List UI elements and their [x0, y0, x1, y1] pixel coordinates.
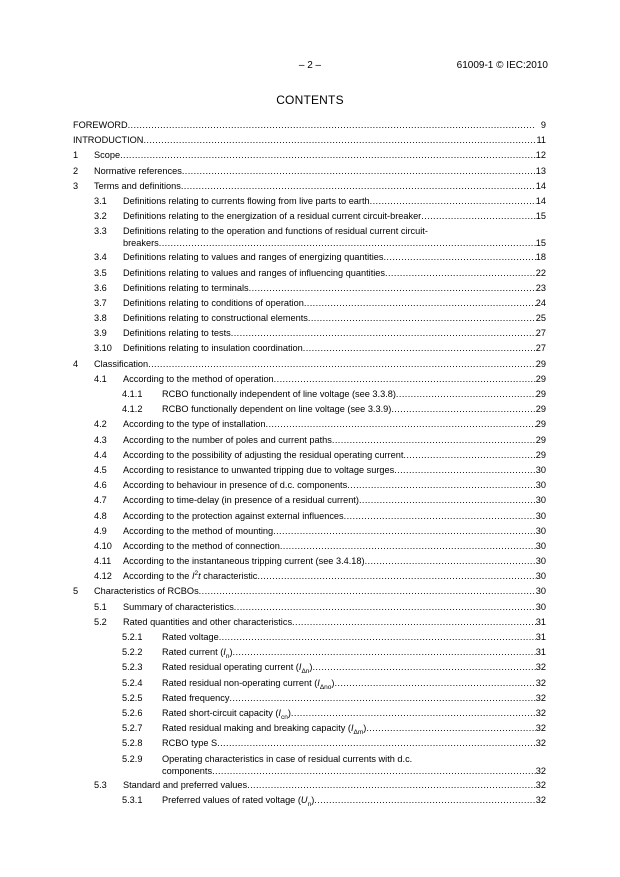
toc-entry-page: 30	[535, 571, 546, 582]
toc-entry-title: According to resistance to unwanted tripping due to voltage surges	[123, 464, 395, 475]
toc-entry-page: 15	[535, 211, 546, 222]
dot-leader	[257, 569, 535, 584]
toc-entry-title: Preferred values of rated voltage $(U_n)$	[162, 794, 315, 808]
dot-leader	[231, 326, 536, 341]
toc-entry-title: Definitions relating to the operation and functions of residual current circuit-	[123, 226, 428, 237]
dot-leader	[347, 478, 536, 493]
toc-entry-page: 12	[535, 150, 546, 161]
toc-entry[interactable]	[73, 554, 546, 569]
toc-entry[interactable]	[73, 250, 546, 265]
toc-entry-title: Summary of characteristics	[123, 601, 234, 612]
toc-entry[interactable]	[73, 463, 546, 478]
toc-entry-number: 4	[73, 358, 79, 369]
toc-entry-title: Terms and definitions	[94, 180, 181, 191]
toc-entry-number: 5.2.1	[122, 632, 143, 642]
toc-entry[interactable]	[73, 630, 546, 645]
toc-entry-title: Definitions relating to the energization of a residual current circuit-breaker	[123, 211, 422, 222]
toc-entry-page: 32	[535, 779, 546, 790]
dot-leader	[199, 584, 536, 599]
toc-entry-title: According to the instantaneous tripping current (see 3.4.18)	[123, 556, 365, 567]
toc-entry-title: Scope	[94, 150, 121, 161]
dot-leader	[396, 387, 536, 402]
toc-entry-title: Rated residual non-operating current $(I_{\Delta no})$	[162, 677, 335, 691]
dot-leader	[394, 463, 536, 478]
toc-entry[interactable]	[73, 778, 546, 793]
toc-entry-number: 4.1.2	[122, 404, 143, 415]
toc-entry-title: Classification	[94, 358, 149, 369]
dot-leader	[332, 433, 536, 448]
dot-leader	[212, 765, 536, 777]
toc-entry-number: 3.8	[94, 313, 107, 324]
toc-entry-page: 14	[535, 195, 546, 206]
toc-entry-page: 30	[535, 480, 546, 491]
toc-entry-page: 30	[535, 495, 546, 506]
dot-leader	[383, 250, 535, 265]
toc-entry[interactable]	[73, 524, 546, 539]
toc-entry-number: 3	[73, 180, 79, 191]
toc-entry-page: 30	[535, 510, 546, 521]
toc-entry[interactable]	[73, 493, 546, 508]
toc-entry-page: 32	[535, 723, 546, 734]
toc-entry-number: 5.2	[94, 616, 107, 627]
toc-entry-number: 5.2.3	[122, 662, 143, 673]
toc-entry-title: FOREWORD	[73, 120, 128, 130]
toc-entry-page: 30	[535, 540, 546, 551]
dot-leader	[292, 615, 536, 630]
toc-entry-number: 5.2.7	[122, 723, 143, 734]
toc-entry-title: Definitions relating to tests	[123, 328, 231, 339]
toc-entry-page: 11	[536, 135, 546, 146]
toc-entry-title: Rated quantities and other characteristics	[123, 616, 293, 627]
toc-entry-page: 9	[540, 120, 546, 130]
toc-entry-number: 3.1	[94, 195, 107, 206]
dot-leader	[148, 357, 536, 372]
toc-entry-page: 30	[535, 464, 546, 475]
toc-entry[interactable]	[73, 752, 546, 778]
toc-entry-title: According to the protection against external influences	[123, 510, 344, 521]
dot-leader	[304, 296, 536, 311]
toc-entry[interactable]	[73, 584, 546, 599]
toc-entry-page: 29	[535, 404, 546, 415]
toc-entry[interactable]	[73, 402, 546, 417]
toc-entry-page: 29	[535, 389, 546, 399]
toc-entry-title: Definitions relating to constructional elements	[123, 313, 308, 324]
toc-entry-number: 5.3.1	[122, 794, 143, 805]
toc-entry[interactable]	[73, 194, 546, 209]
toc-entry-page: 31	[535, 632, 546, 642]
dot-leader	[359, 493, 536, 508]
toc-entry-title: Characteristics of RCBOs	[94, 586, 199, 597]
toc-entry-title: According to the method of operation	[123, 373, 274, 384]
toc-entry-page: 30	[535, 556, 546, 567]
toc-entry[interactable]	[73, 676, 546, 691]
toc-entry[interactable]	[73, 341, 546, 356]
dot-leader	[314, 793, 536, 808]
toc-entry-number: 3.5	[94, 267, 107, 278]
dot-leader	[391, 402, 535, 417]
toc-entry-number: 4.10	[94, 540, 112, 551]
toc-entry-page: 25	[535, 313, 546, 324]
toc-entry[interactable]	[73, 569, 546, 584]
toc-entry[interactable]	[73, 148, 546, 163]
toc-entry-title: Standard and preferred values	[123, 779, 248, 790]
dot-leader	[159, 237, 536, 249]
toc-entry-title: Rated short-circuit capacity $(I_{cn})$	[162, 707, 291, 721]
toc-entry-page: 29	[535, 434, 546, 445]
toc-entry[interactable]	[73, 615, 546, 630]
toc-entry[interactable]	[73, 509, 546, 524]
toc-entry[interactable]	[73, 296, 546, 311]
toc-entry-title: Rated frequency	[162, 692, 230, 703]
toc-entry-page: 18	[535, 252, 546, 263]
toc-entry-title: According to time-delay (in presence of a residual current)	[123, 495, 359, 506]
toc-entry[interactable]	[73, 266, 546, 281]
toc-entry-page: 32	[535, 794, 546, 805]
toc-entry-number: 5.3	[94, 779, 107, 790]
toc-entry-title: RCBO functionally dependent on line voltage (see 3.3.9)	[162, 404, 392, 415]
dot-leader	[274, 372, 536, 387]
dot-leader	[334, 676, 535, 691]
dot-leader	[280, 539, 536, 554]
toc-entry-number: 5.1	[94, 601, 107, 612]
toc-entry-title: RCBO type S	[162, 738, 218, 749]
toc-entry[interactable]	[73, 721, 546, 736]
toc-entry-number: 5.2.8	[122, 738, 143, 749]
dot-leader	[385, 266, 536, 281]
toc-entry[interactable]	[73, 691, 546, 706]
page-number: – 2 –	[298, 60, 322, 71]
toc-entry-title: Definitions relating to insulation coordination	[123, 343, 303, 354]
toc-entry-page: 32	[535, 738, 546, 749]
toc-entry-number: 3.9	[94, 328, 107, 339]
toc-entry-number: 4.3	[94, 434, 107, 445]
toc-entry-title: Rated current $(I_n)$	[162, 647, 233, 661]
toc-entry-title: According to behaviour in presence of d.c. components	[123, 480, 348, 491]
toc-entry[interactable]	[73, 118, 546, 133]
dot-leader	[217, 736, 536, 751]
toc-entry-page: 31	[535, 616, 546, 627]
dot-leader	[403, 448, 535, 463]
toc-entry[interactable]	[73, 448, 546, 463]
dot-leader	[308, 311, 536, 326]
toc-entry-number: 4.1	[94, 373, 107, 384]
toc-entry-number: 4.5	[94, 464, 107, 475]
toc-entry-number: 5.2.9	[122, 753, 143, 764]
toc-entry[interactable]	[73, 417, 546, 432]
toc-entry-number: 4.1.1	[122, 389, 143, 399]
toc-entry-title: INTRODUCTION	[73, 135, 144, 146]
standard-reference: 61009-1 © IEC:2010	[456, 60, 548, 71]
toc-entry[interactable]	[73, 372, 546, 387]
toc-entry-title: According to the method of mounting	[123, 525, 274, 536]
toc-entry-number: 4.4	[94, 449, 107, 460]
dot-leader	[344, 509, 536, 524]
toc-entry-title: Definitions relating to values and ranges of influencing quantities	[123, 267, 386, 278]
toc-entry-page: 32	[535, 677, 546, 688]
toc-entry[interactable]	[73, 209, 546, 224]
toc-entry-title: Definitions relating to values and ranges of energizing quantities	[123, 252, 384, 263]
toc-entry-title: According to the method of connection	[123, 540, 280, 551]
toc-entry[interactable]	[73, 311, 546, 326]
toc-entry-page: 27	[535, 328, 546, 339]
toc-entry-page: 22	[535, 267, 546, 278]
toc-entry-number: 5.2.2	[122, 647, 143, 658]
toc-entry-title: Definitions relating to terminals	[123, 282, 249, 293]
toc-entry-title: Definitions relating to conditions of operation	[123, 297, 304, 308]
toc-entry-page: 14	[535, 180, 546, 191]
toc-entry-number: 3.2	[94, 211, 107, 222]
toc-entry-number: 4.6	[94, 480, 107, 491]
toc-entry-page: 30	[535, 525, 546, 536]
toc-entry-page: 23	[535, 282, 546, 293]
toc-entry-number: 4.12	[94, 571, 112, 582]
toc-entry-number: 4.9	[94, 525, 107, 536]
toc-entry-title: Operating characteristics in case of residual currents with d.c.	[162, 753, 413, 764]
toc-entry-title-continued: components	[162, 765, 213, 776]
table-of-contents	[73, 118, 546, 808]
toc-entry-title: Definitions relating to currents flowing from live parts to earth	[123, 195, 370, 206]
dot-leader	[266, 417, 536, 432]
toc-entry-number: 1	[73, 150, 79, 161]
dot-leader	[291, 706, 536, 721]
dot-leader	[128, 118, 536, 133]
toc-entry-number: 3.7	[94, 297, 107, 308]
toc-entry-title: Rated voltage	[162, 632, 219, 642]
toc-entry[interactable]	[73, 387, 546, 402]
toc-entry-title: Rated residual making and breaking capacity $(I_{\Delta m})$	[162, 723, 367, 736]
toc-entry-number: 5.2.4	[122, 677, 143, 688]
dot-leader	[219, 630, 536, 645]
toc-entry-number: 3.10	[94, 343, 112, 354]
toc-entry[interactable]	[73, 164, 546, 179]
toc-entry-number: 4.11	[94, 556, 112, 567]
dot-leader	[233, 645, 536, 660]
dot-leader	[229, 691, 535, 706]
toc-entry[interactable]	[73, 660, 546, 675]
toc-entry-number: 3.6	[94, 282, 107, 293]
toc-entry-title: According to the number of poles and current paths	[123, 434, 332, 445]
toc-entry-number: 4.8	[94, 510, 107, 521]
toc-entry[interactable]	[73, 357, 546, 372]
toc-entry-title: According to the $I^2t$ characteristic	[123, 570, 258, 582]
toc-entry-title: According to the type of installation	[123, 419, 266, 430]
toc-entry-number: 4.7	[94, 495, 107, 506]
dot-leader	[249, 281, 536, 296]
dot-leader	[421, 209, 536, 224]
toc-entry-number: 2	[73, 165, 79, 176]
toc-entry-page: 32	[535, 662, 546, 673]
toc-entry-page: 30	[535, 586, 546, 597]
dot-leader	[234, 600, 536, 615]
toc-entry-number: 3.4	[94, 252, 107, 263]
toc-entry-page: 13	[535, 165, 546, 176]
toc-entry-page: 32	[535, 707, 546, 718]
toc-entry[interactable]	[73, 433, 546, 448]
dot-leader	[120, 148, 536, 163]
toc-entry-page: 24	[535, 297, 546, 308]
toc-entry[interactable]	[73, 736, 546, 751]
toc-entry-page: 31	[535, 647, 546, 658]
page-title: CONTENTS	[276, 93, 344, 107]
toc-entry[interactable]	[73, 133, 546, 148]
dot-leader	[181, 179, 536, 194]
toc-entry-page: 32	[535, 692, 546, 703]
toc-entry-page: 29	[535, 358, 546, 369]
dot-leader	[365, 554, 536, 569]
toc-entry-number: 4.2	[94, 419, 107, 430]
toc-entry-title: Rated residual operating current $(I_{\Delta n})$	[162, 662, 313, 676]
toc-entry[interactable]	[73, 326, 546, 341]
toc-entry[interactable]	[73, 281, 546, 296]
toc-entry-title-continued: breakers	[123, 238, 159, 249]
toc-entry[interactable]	[73, 706, 546, 721]
dot-leader	[366, 721, 535, 736]
toc-entry[interactable]	[73, 478, 546, 493]
dot-leader	[312, 660, 535, 675]
toc-entry-page: 30	[535, 601, 546, 612]
toc-entry[interactable]	[73, 600, 546, 615]
toc-entry[interactable]	[73, 645, 546, 660]
toc-entry[interactable]	[73, 539, 546, 554]
toc-entry[interactable]	[73, 224, 546, 250]
toc-entry-page: 15	[535, 238, 546, 249]
dot-leader	[182, 164, 536, 179]
toc-entry-page: 32	[535, 765, 546, 776]
toc-entry-number: 5	[73, 586, 79, 597]
toc-entry[interactable]	[73, 793, 546, 808]
toc-entry[interactable]	[73, 179, 546, 194]
toc-entry-number: 5.2.6	[122, 707, 143, 718]
dot-leader	[370, 194, 536, 209]
dot-leader	[303, 341, 536, 356]
toc-entry-title: RCBO functionally independent of line voltage (see 3.3.8)	[162, 389, 396, 399]
toc-entry-title: According to the possibility of adjusting the residual operating current	[123, 449, 404, 460]
toc-entry-page: 27	[535, 343, 546, 354]
toc-entry-number: 5.2.5	[122, 692, 143, 703]
toc-entry-number: 3.3	[94, 226, 107, 237]
toc-entry-page: 29	[535, 419, 546, 430]
toc-entry-page: 29	[535, 373, 546, 384]
dot-leader	[273, 524, 536, 539]
toc-entry-page: 29	[535, 449, 546, 460]
toc-entry-title: Normative references	[94, 165, 182, 176]
dot-leader	[143, 133, 536, 148]
dot-leader	[247, 778, 536, 793]
